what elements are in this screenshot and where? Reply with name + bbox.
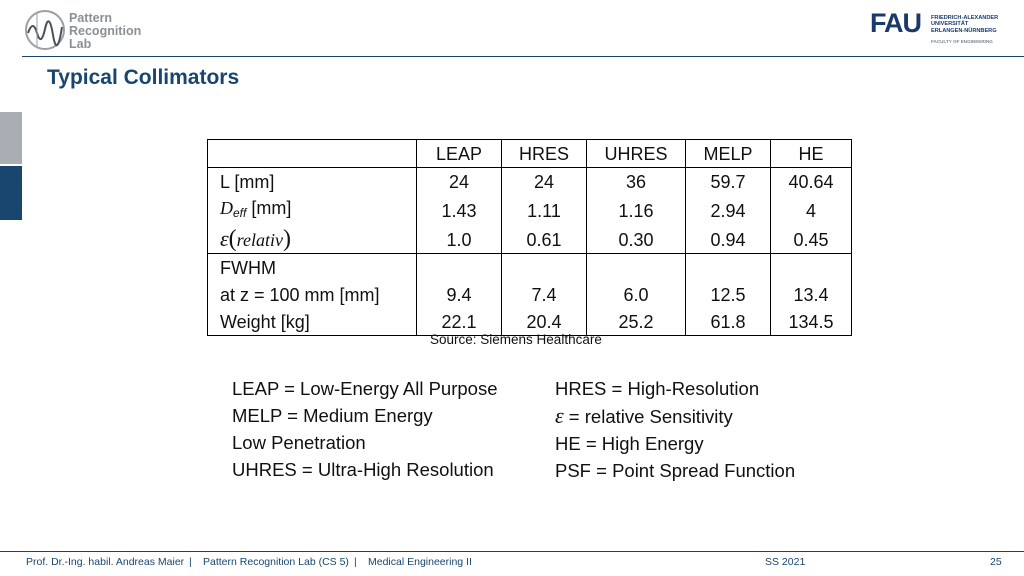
table-cell: 22.1 xyxy=(417,308,502,336)
table-cell: 7.4 xyxy=(502,281,587,308)
legend-epsilon-text: = relative Sensitivity xyxy=(563,406,733,427)
fau-name-line2: UNIVERSITÄT xyxy=(931,21,969,28)
table-cell: 0.61 xyxy=(502,226,587,254)
legend-right-column xyxy=(555,375,795,484)
table-cell: 25.2 xyxy=(587,308,686,336)
table-cell: 24 xyxy=(417,168,502,196)
table-header-corner xyxy=(208,140,417,168)
footer-course: Medical Engineering II xyxy=(368,556,472,568)
legend-item: HE = High Energy xyxy=(555,433,704,454)
footer-separator: | xyxy=(354,556,357,568)
deff-subscript: eff xyxy=(233,206,247,220)
table-cell: 61.8 xyxy=(686,308,771,336)
legend-item: UHRES = Ultra-High Resolution xyxy=(232,459,494,480)
table-cell xyxy=(502,254,587,282)
table-source: Source: Siemens Healthcare xyxy=(430,332,602,347)
legend-item: HRES = High-Resolution xyxy=(555,378,760,399)
column-header: MELP xyxy=(686,140,771,168)
close-paren: ) xyxy=(283,226,291,252)
legend-left-column xyxy=(232,375,498,483)
row-label xyxy=(208,195,417,226)
table-row-fwhm xyxy=(208,281,852,308)
table-cell: 134.5 xyxy=(771,308,852,336)
footer-page-number: 25 xyxy=(990,556,1002,568)
table-cell: 59.7 xyxy=(686,168,771,196)
table-cell: 1.0 xyxy=(417,226,502,254)
footer-divider xyxy=(0,551,1024,552)
row-label: FWHM xyxy=(208,254,417,282)
column-header: LEAP xyxy=(417,140,502,168)
fau-university-name xyxy=(931,15,998,34)
column-header: HE xyxy=(771,140,852,168)
footer-lab: Pattern Recognition Lab (CS 5) xyxy=(203,556,349,568)
epsilon-symbol: ε xyxy=(220,226,229,251)
table-cell: 1.11 xyxy=(502,195,587,226)
table-cell xyxy=(417,254,502,282)
table-cell: 1.43 xyxy=(417,195,502,226)
table-cell: 0.94 xyxy=(686,226,771,254)
table-cell: 6.0 xyxy=(587,281,686,308)
lab-logo-text xyxy=(69,12,141,51)
table-cell: 1.16 xyxy=(587,195,686,226)
fau-faculty: FACULTY OF ENGINEERING xyxy=(931,39,993,44)
table-row-deff xyxy=(208,195,852,226)
deff-symbol: D xyxy=(220,198,233,218)
sidebar-marker-blue xyxy=(0,166,22,220)
table-cell: 24 xyxy=(502,168,587,196)
table-cell: 0.30 xyxy=(587,226,686,254)
table-cell: 0.45 xyxy=(771,226,852,254)
footer-separator: | xyxy=(189,556,192,568)
footer-semester: SS 2021 xyxy=(765,556,806,568)
legend-item: Low Penetration xyxy=(232,432,366,453)
legend-item xyxy=(555,402,795,430)
table-row-length xyxy=(208,168,852,196)
table-cell: 36 xyxy=(587,168,686,196)
lab-logo-icon xyxy=(24,9,66,51)
fau-name-line1: FRIEDRICH-ALEXANDER xyxy=(931,15,999,21)
row-label: Weight [kg] xyxy=(208,308,417,336)
deff-unit: [mm] xyxy=(246,198,292,218)
footer-author: Prof. Dr.-Ing. habil. Andreas Maier xyxy=(26,556,185,568)
lab-name-line2: Recognition xyxy=(69,24,142,38)
fau-name-line3: ERLANGEN-NÜRNBERG xyxy=(931,27,997,34)
table-cell: 40.64 xyxy=(771,168,852,196)
table-cell: 2.94 xyxy=(686,195,771,226)
row-label: L [mm] xyxy=(208,168,417,196)
table-cell: 12.5 xyxy=(686,281,771,308)
open-paren: ( xyxy=(228,226,237,252)
column-header: UHRES xyxy=(587,140,686,168)
lab-name-line3: Lab xyxy=(69,37,92,51)
table-row-epsilon xyxy=(208,226,852,254)
slide-title: Typical Collimators xyxy=(47,66,240,89)
collimator-table xyxy=(207,139,852,336)
lab-name-line1: Pattern xyxy=(69,11,113,25)
table-cell: 20.4 xyxy=(502,308,587,336)
table-header-row xyxy=(208,140,852,168)
legend-epsilon-symbol: ε xyxy=(555,403,564,428)
column-header: HRES xyxy=(502,140,587,168)
fau-logo xyxy=(870,9,1000,47)
legend-item: LEAP = Low-Energy All Purpose xyxy=(232,378,498,399)
row-label xyxy=(208,226,417,254)
table-cell: 9.4 xyxy=(417,281,502,308)
table-cell xyxy=(686,254,771,282)
fau-logo-wordmark: FAU xyxy=(870,8,921,38)
relativ-word: relativ xyxy=(236,230,283,250)
table-cell: 13.4 xyxy=(771,281,852,308)
table-cell: 4 xyxy=(771,195,852,226)
legend-item: PSF = Point Spread Function xyxy=(555,460,796,481)
table-cell xyxy=(587,254,686,282)
pattern-recognition-lab-logo xyxy=(24,9,154,53)
table-row-fwhm-heading xyxy=(208,254,852,282)
sidebar-marker-grey xyxy=(0,112,22,164)
table-cell xyxy=(771,254,852,282)
row-label: at z = 100 mm [mm] xyxy=(208,281,417,308)
header-divider xyxy=(22,56,1024,57)
legend-item: MELP = Medium Energy xyxy=(232,405,433,426)
